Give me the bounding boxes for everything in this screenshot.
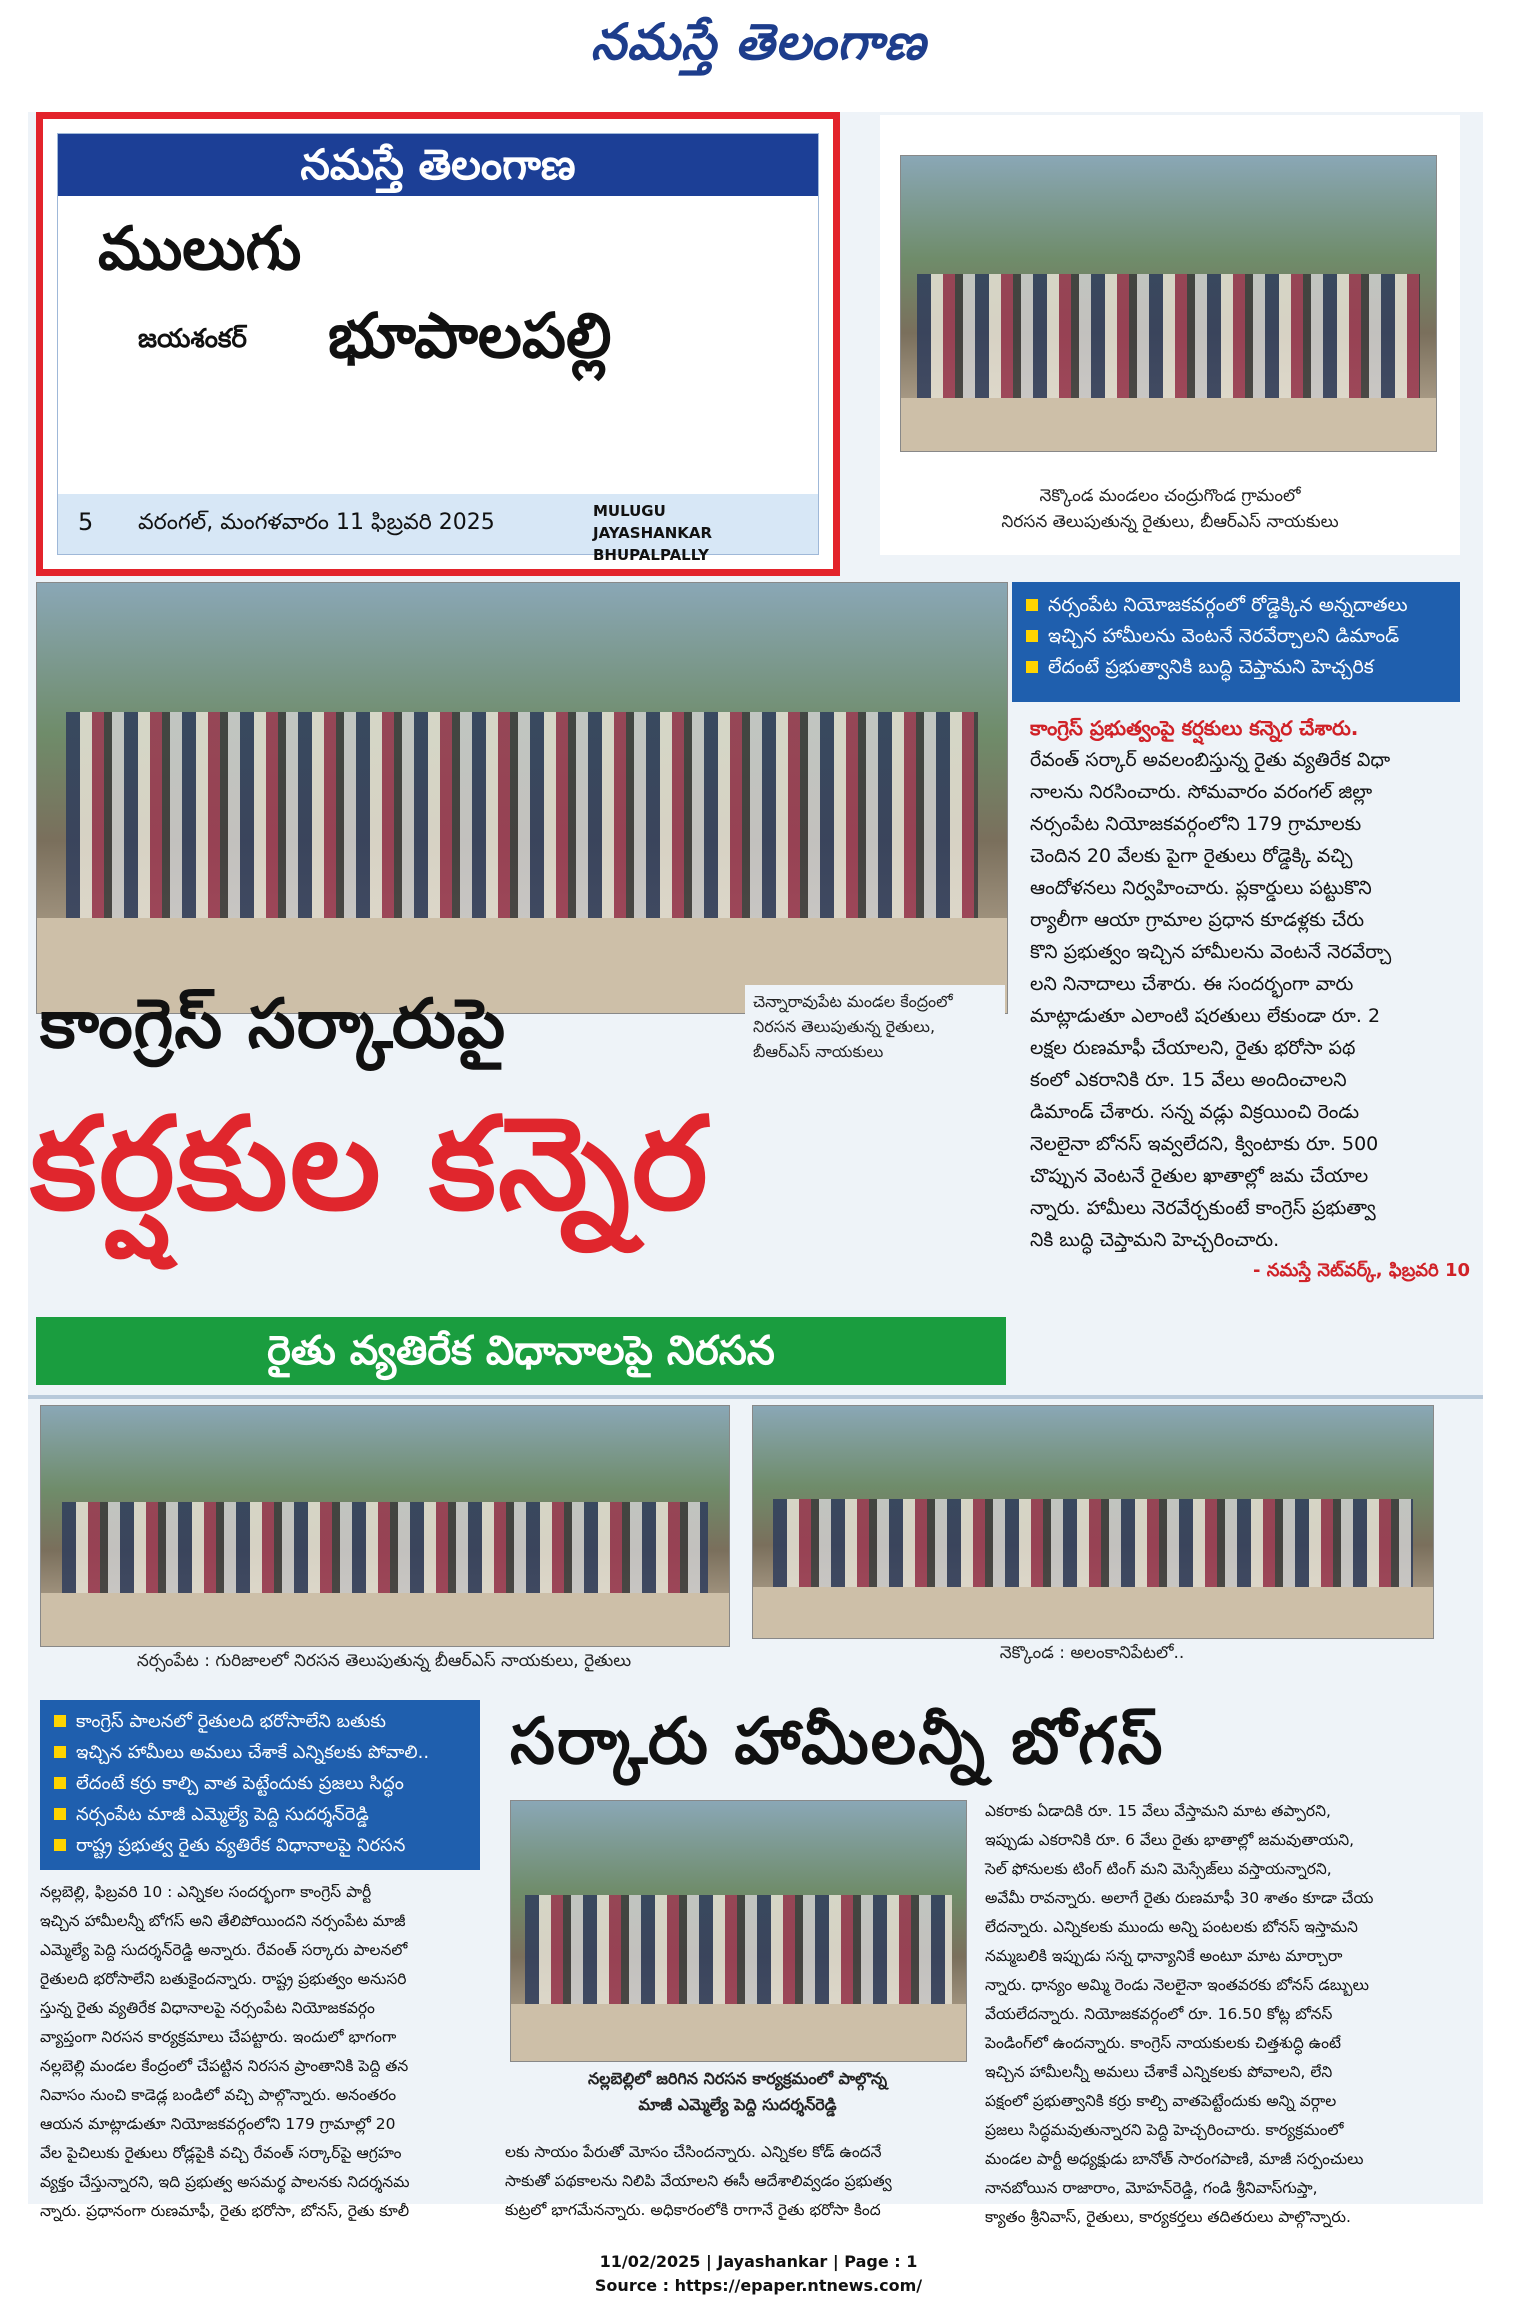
text-line: ఇప్పుడు ఎకరానికి రూ. 6 వేలు రైతు భాతాల్లో జమవుతాయని,: [985, 1831, 1355, 1849]
story1-body: [1030, 744, 1470, 1256]
text-line: పెండింగ్‌లో ఉందన్నారు. కాంగ్రెస్ నాయకులకు చిత్తశుద్ధి ఉంటే: [985, 2034, 1341, 2052]
story2-col1: [40, 1878, 495, 2226]
story1-column: [1030, 712, 1470, 1286]
text-line: మండల పార్టీ అధ్యక్షుడు బానోత్ సారంగపాణి, మాజీ సర్పంచులు: [985, 2150, 1364, 2168]
text-line: సెల్ ఫోనులకు టింగ్ టింగ్ మని మెస్సేజ్‌లు వస్తాయన్నారని,: [985, 1860, 1332, 1878]
text-line: న్నారు. హామీలు నెరవేర్చకుంటే కాంగ్రెస్ ప్రభుత్వా: [1030, 1197, 1376, 1219]
text-line: న్నారు. ప్రధానంగా రుణమాఫీ, రైతు భరోసా, బోనస్, రైతు కూలీ: [40, 2202, 410, 2220]
photo-gurijala: [40, 1405, 730, 1647]
text-line: ప్రజలు సిద్ధమవుతున్నారని పెద్ది హెచ్చరించారు. కార్యక్రమంలో: [985, 2121, 1344, 2139]
text-line: ఎమ్మెల్యే పెద్ది సుదర్శన్‌రెడ్డి అన్నారు. రేవంత్ సర్కారు పాలనలో: [40, 1941, 408, 1959]
bullet-item: నర్సంపేట మాజీ ఎమ్మెల్యే పెద్ది సుదర్శన్‌రెడ్డి: [54, 1799, 466, 1830]
bullet-item: నర్సంపేట నియోజకవర్గంలో రోడ్డెక్కిన అన్నదాతలు: [1026, 590, 1446, 621]
text-line: చెందిన 20 వేలకు పైగా రైతులు రోడ్డెక్కి వచ్చి: [1030, 845, 1353, 867]
text-line: స్తున్న రైతు వ్యతిరేక విధానాలపై నర్సంపేట నియోజకవర్గం: [40, 1999, 375, 2017]
caption-alankanipeta: నెక్కొండ : అలంకానిపేటలో..: [999, 1643, 1185, 1663]
text-line: రేవంత్ సర్కార్ అవలంబిస్తున్న రైతు వ్యతిరేక విధా: [1030, 749, 1391, 771]
text-line: ఆందోళనలు నిర్వహించారు. ప్లకార్డులు పట్టుకొని: [1030, 877, 1372, 899]
headline-karshakula-kannera: కర్షకుల కన్నెర: [30, 1090, 710, 1239]
text-line: ఎకరాకు ఏడాదికి రూ. 15 వేలు వేస్తామని మాట తప్పారని,: [985, 1802, 1331, 1820]
caption-line: మాజీ ఎమ్మెల్యే పెద్ది సుదర్శన్‌రెడ్డి: [638, 2095, 837, 2114]
text-line: నాలను నిరసించారు. సోమవారం వరంగల్ జిల్లా: [1030, 781, 1373, 803]
text-line: చొప్పున వెంటనే రైతుల ఖాతాల్లో జమ చేయాల: [1030, 1165, 1369, 1187]
story1-lead: కాంగ్రెస్ ప్రభుత్వంపై కర్షకులు కన్నెర చేశారు.: [1030, 716, 1359, 740]
edition-date: వరంగల్, మంగళవారం 11 ఫిబ్రవరి 2025: [138, 510, 495, 535]
photo-alankanipeta: [752, 1405, 1434, 1639]
text-line: వేల పైచిలుకు రైతులు రోడ్లపైకి వచ్చి రేవంత్ సర్కార్‌పై ఆగ్రహం: [40, 2144, 402, 2162]
bullet-item: కాంగ్రెస్ పాలనలో రైతులది భరోసాలేని బతుకు: [54, 1706, 466, 1737]
edition-inner: [57, 133, 819, 564]
bullet-item: లేదంటే ప్రభుత్వానికి బుద్ధి చెప్తామని హెచ్చరిక: [1026, 652, 1446, 683]
edition-strip: [58, 494, 818, 564]
caption-line: నిరసన తెలుపుతున్న రైతులు, బీఆర్‌ఎస్ నాయకులు: [1001, 512, 1339, 532]
edition-english-name: [593, 500, 818, 566]
text-line: న్నారు. ధాన్యం అమ్మి రెండు నెలలైనా ఇంతవరకు బోనస్ డబ్బులు: [985, 1976, 1369, 1994]
text-line: నల్లబెల్లి మండల కేంద్రంలో చేపట్టిన నిరసన ప్రాంతానికి పెద్ది తన: [40, 2057, 409, 2075]
caption-line: నల్లబెల్లిలో జరిగిన నిరసన కార్యక్రమంలో పాల్గొన్న: [587, 2069, 888, 2088]
text-line: లేదన్నారు. ఎన్నికలకు ముందు అన్ని పంటలకు బోనస్ ఇస్తామని: [985, 1918, 1358, 1936]
footer-date-page: 11/02/2025 | Jayashankar | Page : 1: [599, 2252, 918, 2271]
edition-district-mulugu: ములుగు: [98, 214, 302, 284]
caption-line: బీఆర్‌ఎస్ నాయకులు: [753, 1042, 884, 1061]
text-line: క్యాతం శ్రీనివాస్, రైతులు, కార్యకర్తలు తదితరులు పాల్గొన్నారు.: [985, 2208, 1351, 2226]
caption-line: నెక్కొండ మండలం చంద్రుగొండ గ్రామంలో: [1039, 486, 1301, 506]
edition-jayashankar: జయశంకర్: [138, 324, 247, 354]
text-line: అవేమీ రావన్నారు. అలాగే రైతు రుణమాఫీ 30 శాతం కూడా చేయ: [985, 1889, 1374, 1907]
footer-source: Source : https://epaper.ntnews.com/: [594, 2276, 923, 2295]
edition-en-line1: MULUGU: [593, 502, 666, 520]
bullet-item: రాష్ట్ర ప్రభుత్వ రైతు వ్యతిరేక విధానాలపై నిరసన: [54, 1830, 466, 1861]
text-line: ఇచ్చిన హామీలన్నీ అమలు చేశాకే ఎన్నికలకు పోవాలని, లేని: [985, 2063, 1333, 2081]
masthead-logo: నమస్తే తెలంగాణ: [590, 12, 927, 71]
main-photo: [36, 582, 1008, 1014]
text-line: నికి బుద్ధి చెప్తామని హెచ్చరించారు.: [1030, 1229, 1280, 1251]
text-line: పక్షంలో ప్రభుత్వానికి కర్రు కాల్చి వాతపెట్టేందుకు అన్ని వర్గాల: [985, 2092, 1337, 2110]
text-line: కంలో ఎకరానికి రూ. 15 వేలు అందించాలని: [1030, 1069, 1347, 1091]
text-line: వేయలేదన్నారు. నియోజకవర్గంలో రూ. 16.50 కోట్ల బోనస్: [985, 2005, 1333, 2023]
section-divider: [28, 1395, 1483, 1399]
bullets-top: [1012, 582, 1460, 702]
text-line: లకు సాయం పేరుతో మోసం చేసిందన్నారు. ఎన్నికల కోడ్ ఉందనే: [505, 2143, 882, 2161]
story2-col2: [505, 2138, 975, 2225]
text-line: ఇచ్చిన హామీలన్నీ బోగస్ అని తేలిపోయిందని నర్సంపేట మాజీ: [40, 1912, 406, 1930]
caption-gurijala: నర్సంపేట : గురిజాలలో నిరసన తెలుపుతున్న బీఆర్‌ఎస్ నాయకులు, రైతులు: [136, 1651, 632, 1671]
bullet-item: లేదంటే కర్రు కాల్చి వాత పెట్టేందుకు ప్రజలు సిద్ధం: [54, 1768, 466, 1799]
headline-hameelanni-bogus: సర్కారు హామీలన్నీ బోగస్: [510, 1705, 1165, 1779]
edition-bhupalapalli: భూపాలపల్లి: [328, 299, 612, 372]
photo-top-right: [900, 155, 1437, 452]
caption-line: నిరసన తెలుపుతున్న రైతులు,: [753, 1017, 936, 1036]
text-line: కొని ప్రభుత్వం ఇచ్చిన హామీలను వెంటనే నెరవేర్చా: [1030, 941, 1392, 963]
text-line: లని నినాదాలు చేశారు. ఈ సందర్భంగా వారు: [1030, 973, 1354, 995]
text-line: ఆయన మాట్లాడుతూ నియోజకవర్గంలోని 179 గ్రామాల్లో 20: [40, 2115, 396, 2133]
subhead-green-bar: రైతు వ్యతిరేక విధానాలపై నిరసన: [36, 1317, 1006, 1385]
text-line: నివాసం నుంచి కాడెడ్ల బండిలో వచ్చి పాల్గొన్నారు. అనంతరం: [40, 2086, 397, 2104]
text-line: నర్సంపేట నియోజకవర్గంలోని 179 గ్రామాలకు: [1030, 813, 1362, 835]
text-line: డిమాండ్ చేశారు. సన్న వడ్లు విక్రయించి రెండు: [1030, 1101, 1360, 1123]
main-photo-caption: [745, 985, 1005, 1068]
headline-congress-sarkarupai: కాంగ్రెస్ సర్కారుపై: [40, 985, 507, 1064]
photo-top-right-caption: [880, 483, 1460, 535]
bullet-item: ఇచ్చిన హామీలను వెంటనే నెరవేర్చాలని డిమాండ్: [1026, 621, 1446, 652]
text-line: నమ్మబలికి ఇప్పుడు సన్న ధాన్యానికే అంటూ మాట మార్చారా: [985, 1947, 1343, 1965]
caption-line: చెన్నారావుపేట మండల కేంద్రంలో: [753, 992, 953, 1011]
photo-top-right-box: [880, 115, 1460, 555]
text-line: సాకుతో పథకాలను నిలిపి వేయాలని ఈసీ ఆదేశాలివ్వడం ప్రభుత్వ: [505, 2172, 892, 2190]
text-line: మాట్లాడుతూ ఎలాంటి షరతులు లేకుండా రూ. 2: [1030, 1005, 1381, 1027]
story1-credit: - నమస్తే నెట్‌వర్క్, ఫిబ్రవరి 10: [1253, 1260, 1470, 1281]
bullet-item: ఇచ్చిన హామీలు అమలు చేశాకే ఎన్నికలకు పోవాలి..: [54, 1737, 466, 1768]
edition-band: నమస్తే తెలంగాణ: [58, 134, 818, 196]
page-number: 5: [78, 508, 94, 536]
text-line: రైతులది భరోసాలేని బతుకైందన్నారు. రాష్ట్ర ప్రభుత్వం అనుసరి: [40, 1970, 407, 1988]
text-line: నానబోయిన రాజారాం, మోహన్‌రెడ్డి, గండి శ్రీనివాస్‌గుప్తా,: [985, 2179, 1318, 2197]
text-line: వ్యాప్తంగా నిరసన కార్యక్రమాలు చేపట్టారు. ఇందులో భాగంగా: [40, 2028, 397, 2046]
text-line: నల్లబెల్లి, ఫిబ్రవరి 10 : ఎన్నికల సందర్భంగా కాంగ్రెస్ పార్టీ: [40, 1883, 372, 1901]
bullets-bottom: [40, 1700, 480, 1870]
text-line: ర్యాలీగా ఆయా గ్రామాల ప్రధాన కూడళ్లకు చేరు: [1030, 909, 1365, 931]
text-line: వ్యక్తం చేస్తున్నారని, ఇది ప్రభుత్వ అసమర్థ పాలనకు నిదర్శనమ: [40, 2173, 410, 2191]
story2-col3: [985, 1797, 1455, 2232]
text-line: నెలలైనా బోనస్ ఇవ్వలేదని, క్వింటాకు రూ. 500: [1030, 1133, 1379, 1155]
edition-en-line2: JAYASHANKAR BHUPALPALLY: [593, 524, 713, 564]
footer: [0, 2250, 1517, 2298]
caption-nallabelli: [505, 2066, 970, 2118]
text-line: లక్షల రుణమాఫీ చేయాలని, రైతు భరోసా పథ: [1030, 1037, 1356, 1059]
edition-box: [36, 112, 840, 576]
main-photo-caption-box: [745, 985, 1005, 1075]
photo-nallabelli: [510, 1800, 967, 2062]
text-line: కుట్రలో భాగమేనన్నారు. అధికారంలోకి రాగానే రైతు భరోసా కింద: [505, 2201, 881, 2219]
